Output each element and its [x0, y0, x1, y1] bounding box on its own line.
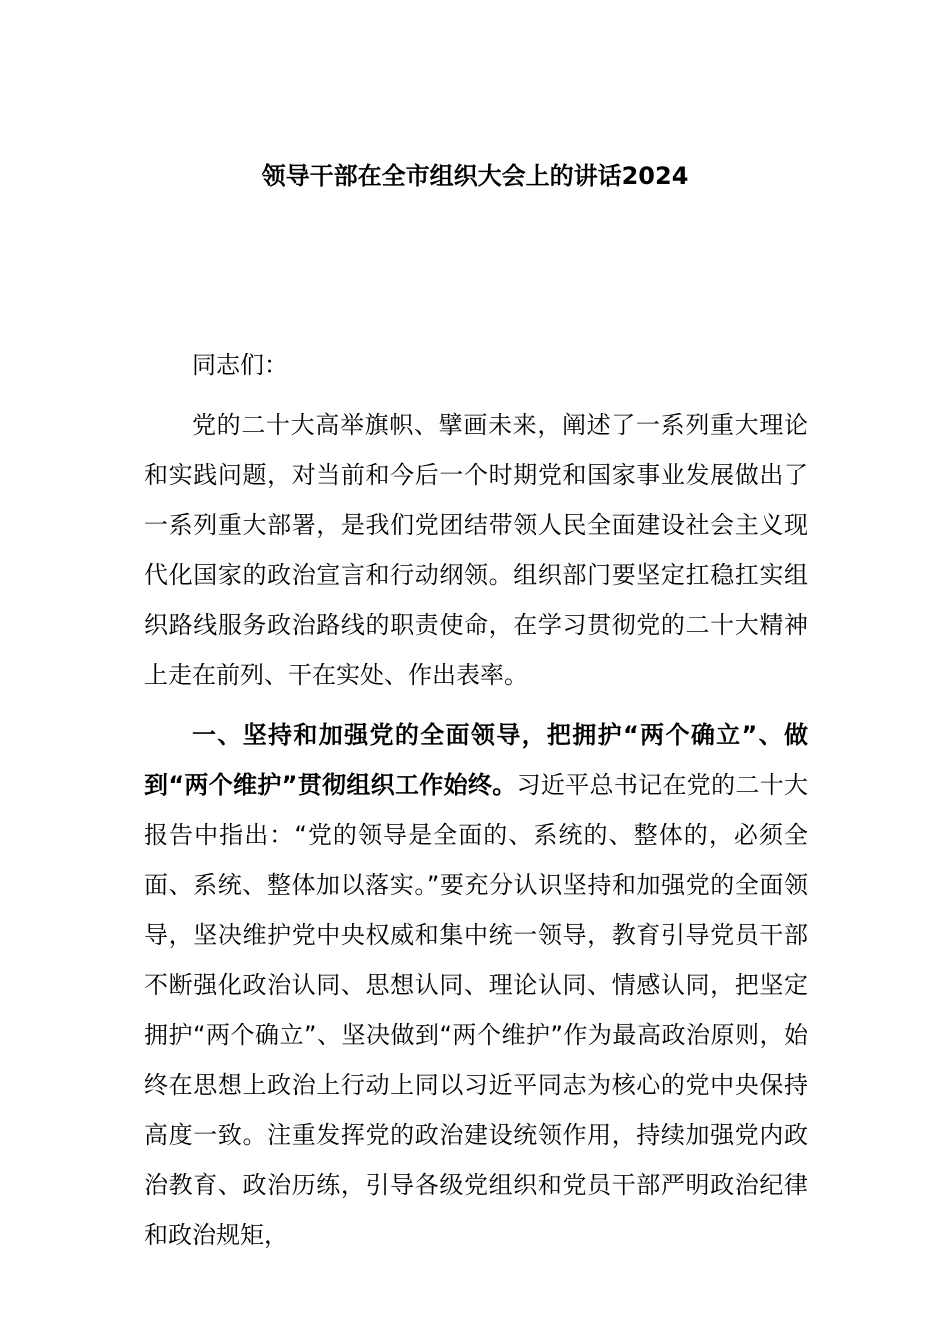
document-body — [144, 340, 808, 1270]
greeting: 同志们： — [192, 351, 288, 379]
paragraph-section-1 — [144, 710, 808, 1260]
section-heading: 一、坚持和加强党的全面领导，把拥护“两个确立”、做到“两个维护”贯彻组织工作始终。 — [144, 721, 808, 799]
document-title: 领导干部在全市组织大会上的讲话2024 — [261, 162, 689, 190]
paragraph-intro: 党的二十大高举旗帜、擘画未来，阐述了一系列重大理论和实践问题，对当前和今后一个时期党和国家事业发展做出了一系列重大部署，是我们党团结带领人民全面建设社会主义现代化国家的政治宣言和行动纲领。组织部门要坚定扛稳扛实组织路线服务政治路线的职责使命，在学习贯彻党的二十大精神上走在前列、干在实处、作出表率。 — [144, 411, 808, 689]
section-body: 习近平总书记在党的二十大报告中指出：“党的领导是全面的、系统的、整体的，必须全面、系统、整体加以落实。”要充分认识坚持和加强党的全面领导，坚决维护党中央权威和集中统一领导，教育引导党员干部不断强化政治认同、思想认同、理论认同、情感认同，把坚定拥护“两个确立”、坚决做到“两个维护”作为最高政治原则，始终在思想上政治上行动上同以习近平同志为核心的党中央保持高度一致。注重发挥党的政治建设统领作用，持续加强党内政治教育、政治历练，引导各级党组织和党员干部严明政治纪律和政治规矩， — [144, 771, 809, 1249]
